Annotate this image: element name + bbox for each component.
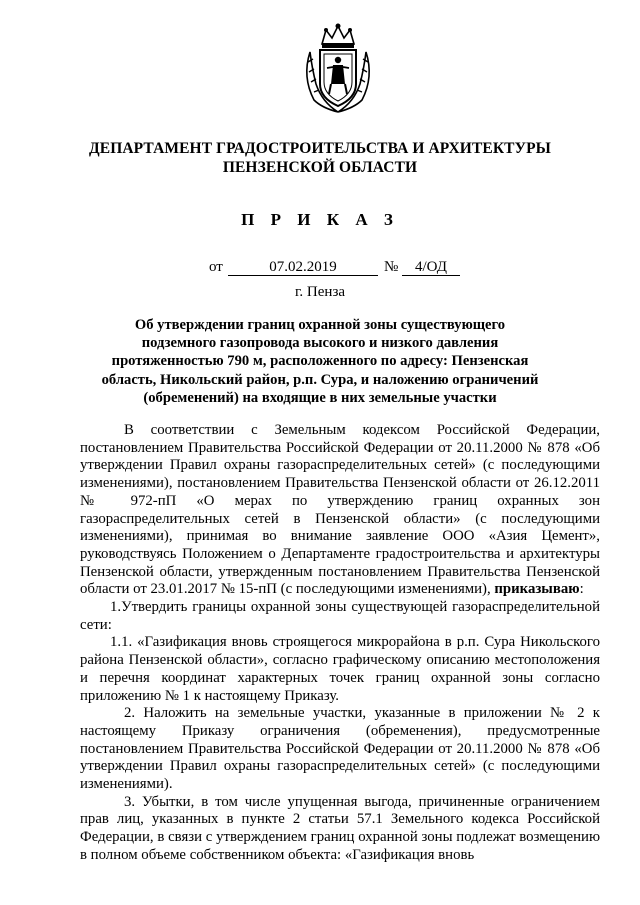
penza-region-coat-of-arms-icon — [300, 22, 376, 114]
item-1: 1.Утвердить границы охранной зоны существующей газораспределительной сети: — [80, 599, 600, 633]
preamble-paragraph — [80, 422, 600, 599]
order-date: 07.02.2019 — [228, 259, 378, 276]
item-3: 3. Убытки, в том числе упущенная выгода, причиненные ограничением прав лиц, указанных в пункте 2 статьи 57.1 Земельного кодекса Российской Федерации, в связи с утверждением границ охранной зоны подлежат возмещению в полном объеме собственником объекта: «Газификация вновь — [80, 793, 600, 863]
item-1-1: 1.1. «Газификация вновь строящегося микрорайона в р.п. Сура Никольского района Пензенской области», согласно графическому описанию местоположения и перечня координат характерных точек границ охранной зоны согласно приложению № 1 к настоящему Приказу. — [80, 634, 600, 704]
item-2: 2. Наложить на земельные участки, указанные в приложении № 2 к настоящему Приказу ограничения (обременения), предусмотренные постановлением Правительства Российской Федерации от 20.11.2000 № 878 «Об утверждении Правил охраны газораспределительных сетей» (с последующими изменениями). — [80, 705, 600, 793]
department-name-line-1: ДЕПАРТАМЕНТ ГРАДОСТРОИТЕЛЬСТВА И АРХИТЕКТУРЫ — [89, 140, 551, 157]
preamble-text: В соответствии с Земельным кодексом Российской Федерации, постановлением Правительства Российской Федерации от 20.11.2000 № 878 «Об утверждении Правил охраны газораспределительных сетей» (с последующими изменениями), постановлением Правительства Пензенской области от 26.12.2011 № 972-пП «О мерах по утверждению границ охранных зон газораспределительных сетей в Пензенской области» (с последующими изменениями), принимая во внимание заявление ООО «Азия Цемент», руководствуясь Положением о Департаменте градостроительства и архитектуры Пензенской области, утвержденным постановлением Правительства Пензенской области от 23.01.2017 № 15-пП (с последующими изменениями), — [80, 422, 600, 598]
order-number: 4/ОД — [402, 259, 460, 276]
from-label: от — [209, 259, 223, 275]
number-sign: № — [384, 259, 399, 275]
department-name-line-2: ПЕНЗЕНСКОЙ ОБЛАСТИ — [222, 159, 418, 176]
decree-word: приказываю — [494, 581, 580, 598]
city: г. Пенза — [294, 284, 346, 300]
order-title: П Р И К А З — [241, 210, 399, 229]
decree-colon: : — [579, 581, 584, 598]
order-body — [80, 422, 600, 865]
order-subject: Об утверждении границ охранной зоны существующего подземного газопровода высокого и низкого давления протяженностью 790 м, расположенного по адресу: Пензенская область, Никольский район, р.п. Сура, и наложению ограничений (обременений) на входящие в них земельные участки — [101, 317, 539, 406]
